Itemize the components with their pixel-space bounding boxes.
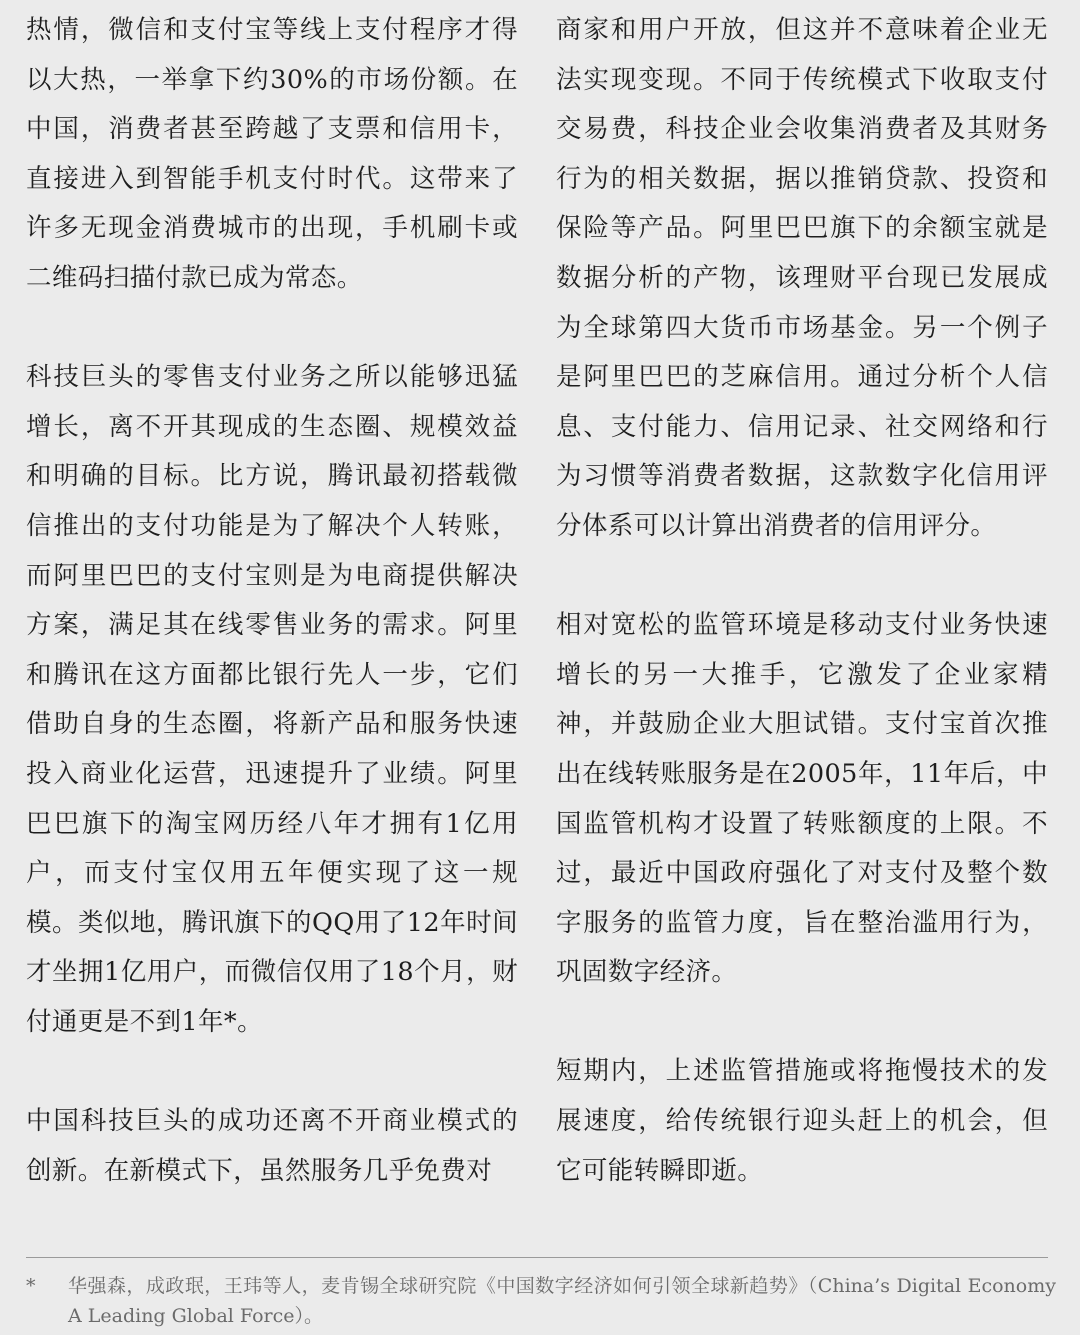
- footnote-divider: [26, 1257, 1048, 1258]
- right-column: [556, 6, 1048, 1196]
- paragraph: 短期内，上述监管措施或将拖慢技术的发展速度，给传统银行迎头赶上的机会，但它可能转瞬即逝。: [556, 1056, 1048, 1186]
- paragraph: 科技巨头的零售支付业务之所以能够迅猛增长，离不开其现成的生态圈、规模效益和明确的目标。比方说，腾讯最初搭载微信推出的支付功能是为了解决个人转账，而阿里巴巴的支付宝则是为电商提供解决方案，满足其在线零售业务的需求。阿里和腾讯在这方面都比银行先人一步，它们借助自身的生态圈，将新产品和服务快速投入商业化运营，迅速提升了业绩。阿里巴巴旗下的淘宝网历经八年才拥有1亿用户，而支付宝仅用五年便实现了这一规模。类似地，腾讯旗下的QQ用了12年时间才坐拥1亿用户，而微信仅用了18个月，财付通更是不到1年*。: [26, 362, 518, 1037]
- paragraph-spacer: [556, 998, 1048, 1048]
- paragraph: 热情，微信和支付宝等线上支付程序才得以大热，一举拿下约30%的市场份额。在中国，消费者甚至跨越了支票和信用卡，直接进入到智能手机支付时代。这带来了许多无现金消费城市的出现，手机刷卡或二维码扫描付款已成为常态。: [26, 15, 518, 293]
- paragraph-spacer: [556, 552, 1048, 602]
- paragraph: 中国科技巨头的成功还离不开商业模式的创新。在新模式下，虽然服务几乎免费对: [26, 1106, 518, 1186]
- paragraph: 商家和用户开放，但这并不意味着企业无法实现变现。不同于传统模式下收取支付交易费，科技企业会收集消费者及其财务行为的相关数据，据以推销贷款、投资和保险等产品。阿里巴巴旗下的余额宝就是数据分析的产物，该理财平台现已发展成为全球第四大货币市场基金。另一个例子是阿里巴巴的芝麻信用。通过分析个人信息、支付能力、信用记录、社交网络和行为习惯等消费者数据，这款数字化信用评分体系可以计算出消费者的信用评分。: [556, 15, 1048, 541]
- paragraph-spacer: [26, 304, 518, 354]
- footnote-marker: *: [26, 1275, 36, 1297]
- footnote-text: 华强森，成政珉，王玮等人，麦肯锡全球研究院《中国数字经济如何引领全球新趋势》（China’s Digital Economy A Leading Global Force）。: [68, 1275, 1056, 1327]
- paragraph: 相对宽松的监管环境是移动支付业务快速增长的另一大推手，它激发了企业家精神，并鼓励企业大胆试错。支付宝首次推出在线转账服务是在2005年，11年后，中国监管机构才设置了转账额度的上限。不过，最近中国政府强化了对支付及整个数字服务的监管力度，旨在整治滥用行为，巩固数字经济。: [556, 610, 1048, 988]
- paragraph-spacer: [26, 1047, 518, 1097]
- left-column: [26, 6, 518, 1196]
- footnote: [26, 1271, 1056, 1331]
